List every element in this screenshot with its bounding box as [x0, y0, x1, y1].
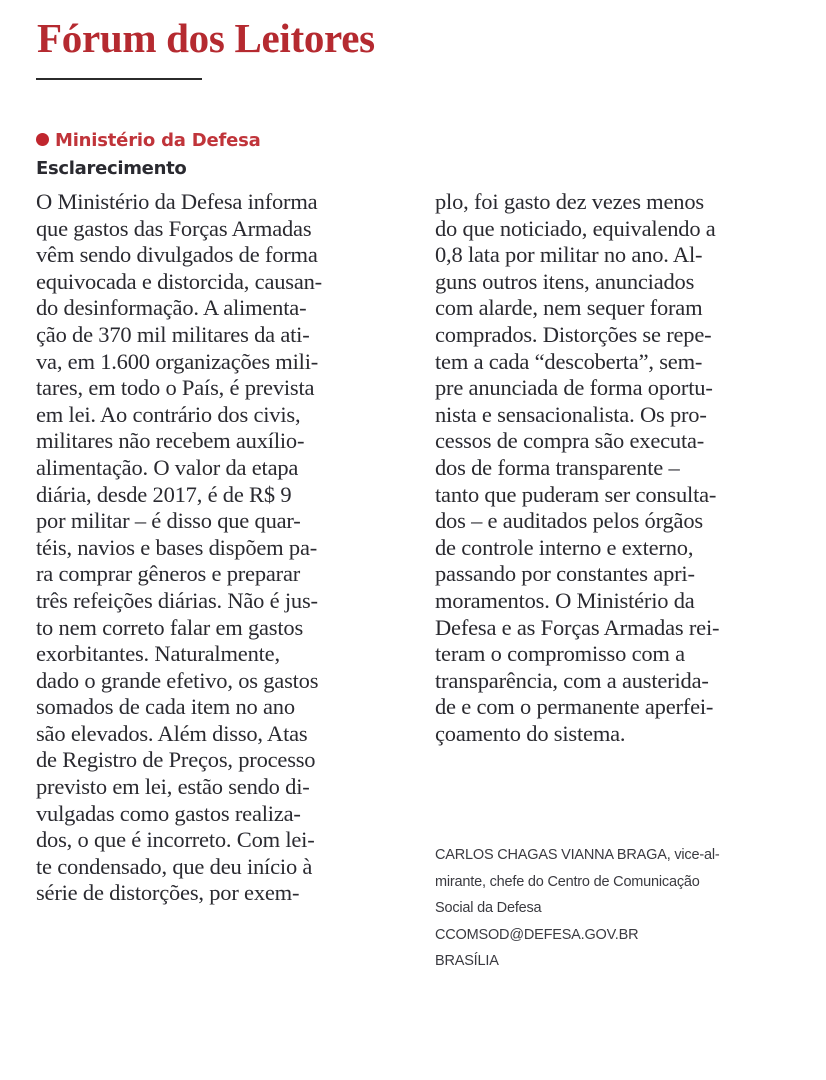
body-text-line: Defesa e as Forças Armadas rei-: [435, 614, 720, 640]
body-text-line: diária, desde 2017, é de R$ 9: [36, 481, 292, 507]
letter-body-left-column: [36, 189, 416, 907]
author-title-start: , vice-al-: [666, 847, 720, 863]
letter-kicker: [36, 129, 261, 153]
red-bullet-icon: [36, 133, 49, 146]
body-text-line: série de distorções, por exem-: [36, 880, 300, 906]
author-name: CARLOS CHAGAS VIANNA BRAGA: [435, 847, 667, 863]
author-city: BRASÍLIA: [435, 953, 499, 969]
body-text-line: somados de cada item no ano: [36, 694, 295, 720]
letter-signature: [435, 842, 820, 975]
section-title: Fórum dos Leitores: [37, 15, 375, 61]
body-text-line: transparência, com a austerida-: [435, 667, 709, 693]
body-text-line: dos – e auditados pelos órgãos: [435, 508, 703, 534]
signature-author-line: [435, 842, 820, 869]
body-text-line: equivocada e distorcida, causan-: [36, 268, 322, 294]
kicker-text: Ministério da Defesa: [55, 130, 261, 151]
letter-body-right-column: [435, 189, 820, 747]
body-text-line: de e com o permanente aperfei-: [435, 694, 714, 720]
author-title-line: mirante, chefe do Centro de Comunicação: [435, 873, 700, 890]
body-text-line: são elevados. Além disso, Atas: [36, 720, 308, 746]
body-text-line: por militar – é disso que quar-: [36, 508, 301, 534]
body-text-line: dos, o que é incorreto. Com lei-: [36, 827, 315, 853]
body-text-line: tanto que puderam ser consulta-: [435, 481, 717, 507]
body-text-line: tares, em todo o País, é prevista: [36, 375, 315, 401]
body-text-line: de Registro de Preços, processo: [36, 747, 316, 773]
body-text-line: ção de 370 mil militares da ati-: [36, 321, 310, 347]
body-text-line: vêm sendo divulgados de forma: [36, 242, 318, 268]
body-text-line: passando por constantes apri-: [435, 561, 695, 587]
body-text-line: moramentos. O Ministério da: [435, 587, 695, 613]
body-text-line: em lei. Ao contrário dos civis,: [36, 401, 301, 427]
body-text-line: comprados. Distorções se repe-: [435, 321, 712, 347]
body-text-line: dos de forma transparente –: [435, 454, 680, 480]
body-text-line: militares não recebem auxílio-: [36, 428, 305, 454]
body-text-line: do desinformação. A alimenta-: [36, 295, 307, 321]
body-text-line: çoamento do sistema.: [435, 720, 626, 746]
body-text-line: 0,8 lata por militar no ano. Al-: [435, 242, 703, 268]
title-rule-divider: [36, 78, 202, 80]
body-text-line: alimentação. O valor da etapa: [36, 454, 299, 480]
body-text-line: guns outros itens, anunciados: [435, 268, 695, 294]
body-text-line: de controle interno e externo,: [435, 534, 694, 560]
body-text-line: com alarde, nem sequer foram: [435, 295, 703, 321]
body-text-line: exorbitantes. Naturalmente,: [36, 641, 280, 667]
body-text-line: previsto em lei, estão sendo di-: [36, 774, 310, 800]
letter-headline: Esclarecimento: [36, 158, 187, 179]
author-email: CCOMSOD@DEFESA.GOV.BR: [435, 926, 639, 943]
body-text-line: to nem correto falar em gastos: [36, 614, 304, 640]
body-text-line: va, em 1.600 organizações mili-: [36, 348, 319, 374]
body-text-line: três refeições diárias. Não é jus-: [36, 587, 318, 613]
body-text-line: tem a cada “descoberta”, sem-: [435, 348, 703, 374]
body-text-line: téis, navios e bases dispõem pa-: [36, 534, 318, 560]
body-text-line: teram o compromisso com a: [435, 641, 685, 667]
body-text-line: O Ministério da Defesa informa: [36, 189, 318, 214]
body-text-line: cessos de compra são executa-: [435, 428, 705, 454]
body-text-line: do que noticiado, equivalendo a: [435, 215, 716, 241]
body-text-line: nista e sensacionalista. Os pro-: [435, 401, 707, 427]
body-text-line: plo, foi gasto dez vezes menos: [435, 189, 704, 214]
body-text-line: que gastos das Forças Armadas: [36, 215, 312, 241]
body-text-line: dado o grande efetivo, os gastos: [36, 667, 319, 693]
body-text-line: te condensado, que deu início à: [36, 853, 313, 879]
body-text-line: pre anunciada de forma oportu-: [435, 375, 713, 401]
body-text-line: vulgadas como gastos realiza-: [36, 800, 301, 826]
author-org-line: Social da Defesa: [435, 900, 542, 916]
body-text-line: ra comprar gêneros e preparar: [36, 561, 301, 587]
